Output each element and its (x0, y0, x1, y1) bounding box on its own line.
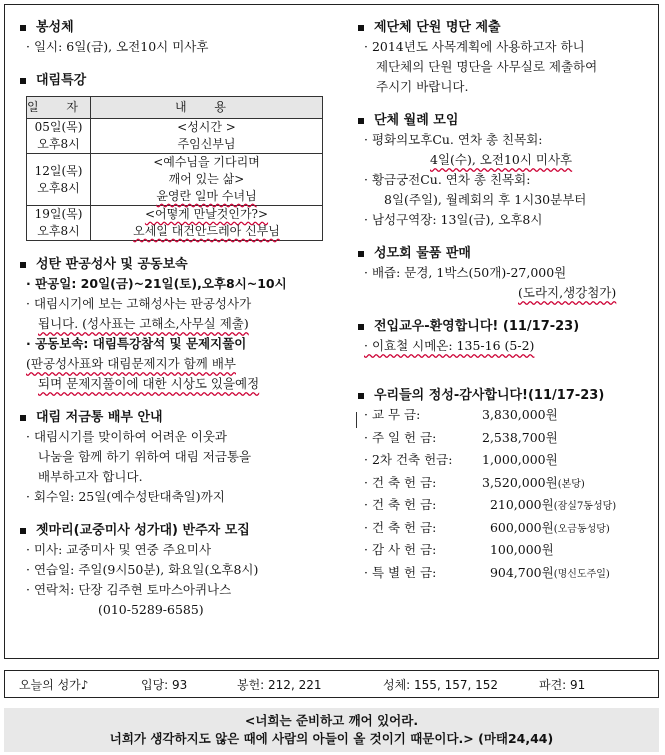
square-bullet-icon (20, 78, 26, 84)
row-speaker: 윤영란 일마 수녀님 (156, 189, 257, 203)
row-speaker: 주임신부님 (177, 137, 236, 151)
meeting-line: · 평화의모후Cu. 연차 총 친목회: (364, 132, 543, 147)
roster-line: 주시기 바랍니다. (376, 79, 469, 94)
choir-practice: · 연습일: 주일(9시50분), 화요일(오후8시) (26, 562, 259, 577)
verse-line-2: 너희가 생각하지도 않은 때에 사람의 아들이 올 것이기 때문이다.> (마태24,44) (109, 731, 554, 746)
piggy-bank-line: 나눔을 함께 하기 위하여 대림 저금통을 (38, 449, 252, 464)
offering-row: · 건 축 헌 금: 210,000원(잠실7동성당) (364, 497, 617, 512)
meeting-line: 4일(수), 오전10시 미사후 (430, 152, 573, 167)
offering-row: · 건 축 헌 금: 3,520,000원(본당) (364, 474, 585, 490)
common-penance-note: (판공성사표와 대림문제지가 함께 배부 (26, 356, 236, 371)
left-column (20, 18, 325, 634)
offering-title: 우리들의 정성-감사합니다!(11/17-23) (374, 388, 605, 403)
square-bullet-icon (358, 251, 364, 257)
column-divider (356, 412, 357, 428)
piggy-bank-line: 배부하고자 합니다. (38, 469, 143, 484)
meeting-line: · 남성구역장: 13일(금), 오후8시 (364, 212, 543, 227)
welcome-section (358, 317, 653, 356)
square-bullet-icon (20, 415, 26, 421)
row-speaker: 오세일 대건안드레아 신부님 (133, 224, 280, 238)
penance-note: · 대림시기에 보는 고해성사는 판공성사가 (26, 296, 252, 311)
penance-note-cont: 됩니다. (성사표는 고해소,사무실 제출) (38, 316, 249, 331)
offering-row: · 2차 건축 헌금: 1,000,000원 (364, 452, 558, 467)
sale-item: · 배즙: 문경, 1박스(50개)-27,000원 (364, 265, 567, 280)
worship-section (20, 18, 325, 57)
piggy-bank-section (20, 408, 325, 507)
row-topic: <예수님을 기다리며 (153, 155, 260, 169)
common-penance: · 공동보속: 대림특강참석 및 문제지풀이 (26, 336, 247, 351)
monthly-meeting-section (358, 111, 653, 230)
hymn-offertory: 봉헌: 212, 221 (237, 677, 322, 692)
row-time: 오후8시 (37, 137, 80, 151)
row-time: 오후8시 (37, 180, 80, 195)
offering-section (358, 386, 653, 585)
choir-section (20, 521, 325, 620)
table-row (27, 154, 323, 206)
row-date: 12일(목) (34, 163, 83, 178)
advent-lecture-title: 대림특강 (36, 73, 87, 88)
penance-date: · 판공일: 20일(금)~21일(토),오후8시~10시 (26, 276, 287, 291)
worship-time: · 일시: 6일(금), 오전10시 미사후 (26, 39, 209, 54)
choir-mass: · 미사: 교중미사 및 연중 주요미사 (26, 542, 212, 557)
roster-title: 제단체 단원 명단 제출 (374, 20, 501, 35)
hymn-communion: 성체: 155, 157, 152 (383, 677, 499, 692)
hymn-bar (4, 670, 659, 698)
row-time: 오후8시 (37, 224, 80, 238)
welcome-title: 전입교우-환영합니다! (11/17-23) (374, 319, 580, 334)
table-header-content: 내 용 (91, 97, 323, 119)
choir-phone: (010-5289-6585) (98, 602, 204, 617)
right-column (358, 18, 653, 599)
offering-row: · 특 별 헌 금: 904,700원(명신도주일) (364, 564, 610, 580)
square-bullet-icon (358, 393, 364, 399)
worship-title: 봉성체 (36, 20, 74, 35)
advent-lecture-table (26, 96, 323, 241)
sale-section (358, 244, 653, 303)
square-bullet-icon (20, 25, 26, 31)
roster-section (358, 18, 653, 97)
bible-verse (4, 708, 659, 752)
square-bullet-icon (20, 262, 26, 268)
offering-row: · 건 축 헌 금: 600,000원(오금동성당) (364, 519, 610, 535)
row-date: 05일(목) (34, 120, 83, 134)
monthly-meeting-title: 단체 월례 모임 (374, 113, 459, 128)
advent-lecture-section (20, 71, 325, 241)
table-row (27, 206, 323, 241)
row-topic: <어떻게 만날것인가?> (144, 207, 269, 221)
penance-section (20, 255, 325, 394)
table-row (27, 119, 323, 154)
roster-line: · 2014년도 사목계획에 사용하고자 하니 (364, 39, 585, 54)
hymn-label: 오늘의 성가♪ (19, 677, 89, 692)
offering-row: · 감 사 헌 금: 100,000원 (364, 542, 554, 557)
meeting-line: 8일(주일), 월례회의 후 1시30분부터 (384, 192, 587, 207)
table-header-date: 일 자 (27, 97, 91, 119)
row-topic: <성시간 > (177, 120, 236, 134)
piggy-bank-return: · 회수일: 25일(예수성탄대축일)까지 (26, 489, 225, 504)
square-bullet-icon (20, 528, 26, 534)
common-penance-note-cont: 되며 문제지풀이에 대한 시상도 있을예정 (38, 376, 260, 391)
square-bullet-icon (358, 118, 364, 124)
square-bullet-icon (358, 324, 364, 330)
sale-title: 성모회 물품 판매 (374, 246, 471, 261)
offering-row: · 교 무 금: 3,830,000원 (364, 407, 558, 422)
welcome-member: · 이효철 시메온: 135-16 (5-2) (364, 338, 535, 353)
square-bullet-icon (358, 25, 364, 31)
piggy-bank-line: · 대림시기를 맞이하여 어려운 이웃과 (26, 429, 227, 444)
sale-note: (도라지,생강첨가) (518, 285, 617, 300)
piggy-bank-title: 대림 저금통 배부 안내 (36, 410, 163, 425)
hymn-entrance: 입당: 93 (141, 677, 188, 692)
row-date: 19일(목) (34, 207, 83, 221)
row-topic-cont: 깨어 있는 삶> (168, 172, 245, 186)
penance-title: 성탄 판공성사 및 공동보속 (36, 257, 188, 272)
roster-line: 제단체의 단원 명단을 사무실로 제출하여 (376, 59, 598, 74)
verse-line-1: <너희는 준비하고 깨어 있어라. (244, 713, 419, 728)
choir-title: 젯마리(교중미사 성가대) 반주자 모집 (36, 523, 250, 538)
offering-row: · 주 일 헌 금: 2,538,700원 (364, 429, 558, 445)
meeting-line: · 황금궁전Cu. 연차 총 친목회: (364, 172, 531, 187)
hymn-dismissal: 파견: 91 (539, 677, 586, 692)
choir-contact: · 연락처: 단장 김주현 토마스아퀴나스 (26, 582, 232, 597)
